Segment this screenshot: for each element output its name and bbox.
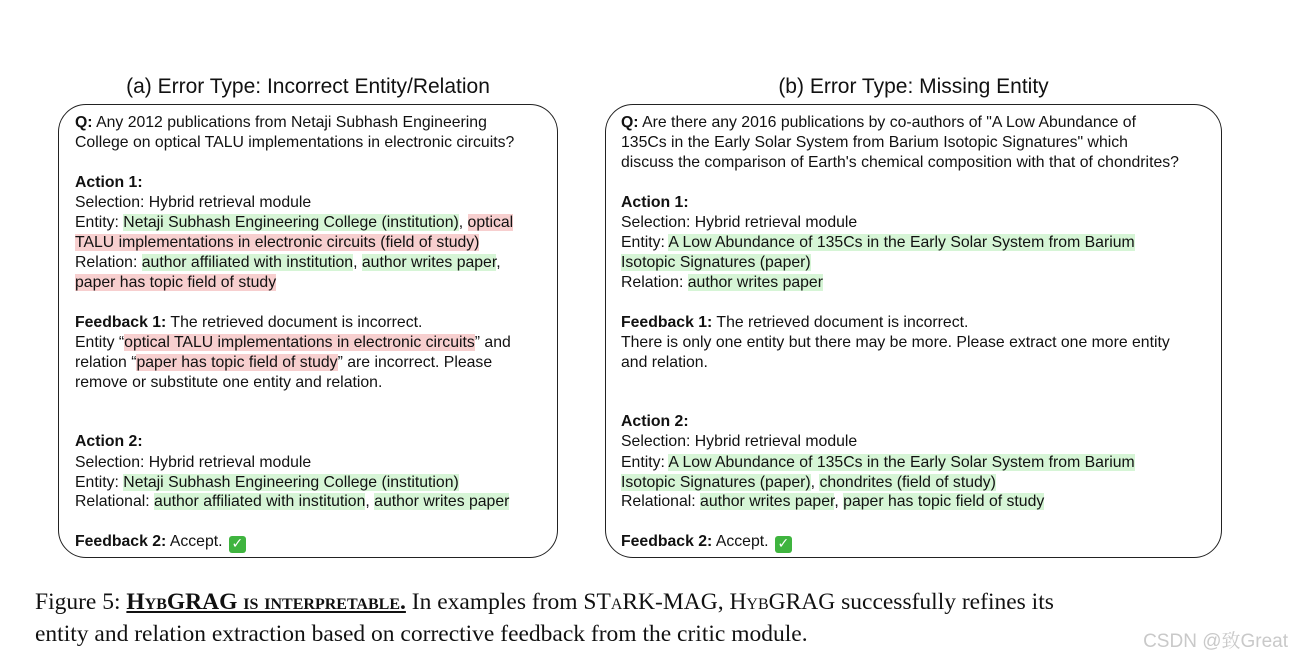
b-action1-relation: Relation: author writes paper [621, 274, 823, 291]
panel-b-box [605, 104, 1222, 558]
a-question-line1: Q: Any 2012 publications from Netaji Subhash Engineering [75, 114, 487, 131]
b-action2-relational: Relational: author writes paper, paper has topic field of study [621, 493, 1045, 510]
b-feedback1-line3: and relation. [621, 354, 708, 371]
panel-a-box [58, 104, 558, 558]
check-icon: ✓ [775, 536, 792, 553]
a-action2-selection: Selection: Hybrid retrieval module [75, 454, 312, 471]
panel-a-title: (a) Error Type: Incorrect Entity/Relation [126, 75, 490, 98]
a-feedback1-entity: Entity “optical TALU implementations in electronic circuits” and [75, 334, 511, 351]
b-action2-label: Action 2: [621, 413, 689, 430]
b-feedback1-line2: There is only one entity but there may be more. Please extract one more entity [621, 334, 1170, 351]
a-feedback2: Feedback 2: Accept. ✓ [75, 532, 246, 553]
a-action1-selection: Selection: Hybrid retrieval module [75, 194, 312, 211]
a-action2-entity: Entity: Netaji Subhash Engineering College (institution) [75, 474, 459, 491]
a-entity-correct: Netaji Subhash Engineering College (institution) [123, 214, 459, 231]
a-action2-relational: Relational: author affiliated with institution, author writes paper [75, 493, 510, 510]
a-action1-entity-cont: TALU implementations in electronic circuits (field of study) [75, 234, 480, 251]
b-feedback2: Feedback 2: Accept. ✓ [621, 532, 792, 553]
b-question-line2: 135Cs in the Early Solar System from Barium Isotopic Signatures" which [621, 134, 1128, 151]
watermark: CSDN @致Great [1143, 631, 1288, 652]
panel-b-title: (b) Error Type: Missing Entity [778, 75, 1049, 98]
b-action2-entity-cont: Isotopic Signatures (paper), chondrites (field of study) [621, 474, 996, 491]
b-action2-entity: Entity: A Low Abundance of 135Cs in the Early Solar System from Barium [621, 454, 1135, 471]
b-question-line1: Q: Are there any 2016 publications by co-authors of "A Low Abundance of [621, 114, 1136, 131]
a-feedback1-relation: relation “paper has topic field of study” are incorrect. Please [75, 354, 493, 371]
figure-caption-line2: entity and relation extraction based on corrective feedback from the critic module. [35, 621, 808, 647]
a-entity-incorrect: optical [467, 214, 514, 231]
a-action1-label: Action 1: [75, 174, 143, 191]
a-action2-label: Action 2: [75, 433, 143, 450]
a-question-line2: College on optical TALU implementations in electronic circuits? [75, 134, 515, 151]
b-question-line3: discuss the comparison of Earth's chemical composition with that of chondrites? [621, 154, 1179, 171]
b-action1-label: Action 1: [621, 194, 689, 211]
b-action1-selection: Selection: Hybrid retrieval module [621, 214, 858, 231]
b-entity-added: chondrites (field of study) [819, 474, 996, 491]
a-action1-relation-cont [75, 273, 276, 293]
a-action1-relation: Relation: author affiliated with institution, author writes paper, [75, 254, 501, 271]
caption-emphasis: HybGRAG is interpretable. [126, 589, 406, 615]
b-feedback1: Feedback 1: The retrieved document is incorrect. [621, 314, 969, 331]
a-feedback1: Feedback 1: The retrieved document is incorrect. [75, 314, 423, 331]
check-icon: ✓ [229, 536, 246, 553]
b-action1-entity: Entity: A Low Abundance of 135Cs in the Early Solar System from Barium [621, 234, 1135, 251]
a-relation-incorrect: paper has topic field of study [75, 274, 277, 291]
caption-dataset: STaRK-MAG [583, 589, 718, 615]
a-action1-entity: Entity: Netaji Subhash Engineering College (institution), optical [75, 214, 514, 231]
b-action1-entity-cont: Isotopic Signatures (paper) [621, 254, 811, 271]
figure-caption-line1: Figure 5: HybGRAG is interpretable. In examples from STaRK-MAG, HybGRAG successfully refines its [35, 589, 1054, 615]
b-action2-selection: Selection: Hybrid retrieval module [621, 433, 858, 450]
caption-method: HybGRAG [729, 589, 836, 615]
a-feedback1-line4: remove or substitute one entity and relation. [75, 374, 383, 391]
